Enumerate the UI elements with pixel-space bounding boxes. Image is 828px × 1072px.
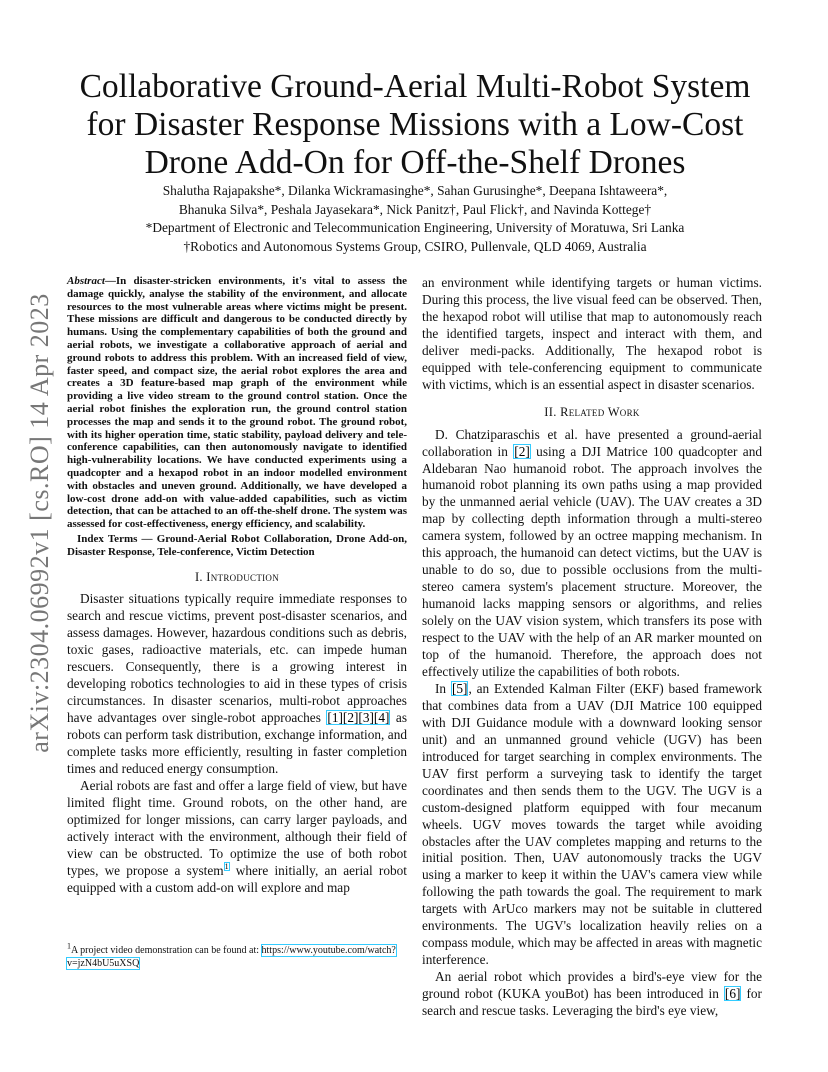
right-column <box>422 275 762 1020</box>
abstract-text: —In disaster-stricken environments, it's vital to assess the damage quickly, analyse the stability of the environment, and allocate resources to the most vulnerable areas where victims might be present. These missions are difficult and dangerous to be conducted directly by humans. Using the complementary capabilities of both the ground and aerial robots, we investigate a collaborative approach of aerial and ground robots to address this problem. With an increased field of view, faster speed, and compact size, the aerial robot explores the area and creates a 3D feature-based map graph of the environment while providing a live video stream to the ground control station. Once the aerial robot finishes the exploration run, the ground control station processes the map and sends it to the ground robot. The ground robot, with its higher operation time, static stability, payload delivery and tele-conference capabilities, can then autonomously navigate to identified high-vulnerability locations. We have conducted experiments using a quadcopter and a hexapod robot in an indoor modelled environment with obstacles and uneven ground. Additionally, we have developed a low-cost drone add-on with value-added capabilities, such as victim detection, that can be attached to an off-the-shelf drone. The system was assessed for cost-effectiveness, energy efficiency, and scalability. <box>67 275 407 531</box>
affiliation-2: †Robotics and Autonomous Systems Group, CSIRO, Pullenvale, QLD 4069, Australia <box>183 238 647 254</box>
intro-paragraph-2 <box>67 778 407 897</box>
footnote-marker[interactable]: 1 <box>224 862 229 872</box>
intro-p2-text: Aerial robots are fast and offer a large field of view, but have limited flight time. Ground robots, on the other hand, are optimized for longer missions, can carry larger payloads, and actively interact with the environment, although their field of view can be obstructed. To optimize the use of both robot types, we propose a system <box>67 777 407 878</box>
rw-p3-text-b: for search and rescue tasks. Leveraging the bird's eye view, <box>422 986 762 1019</box>
authors-line-2: Bhanuka Silva*, Peshala Jayasekara*, Nick Panitz†, Paul Flick†, and Navinda Kottege† <box>178 201 652 217</box>
arxiv-stamp-text: arXiv:2304.06992v1 [cs.RO] 14 Apr 2023 <box>25 293 54 753</box>
related-work-paragraph-3 <box>422 969 762 1020</box>
author-block <box>70 182 760 256</box>
affiliation-1: *Department of Electronic and Telecommunication Engineering, University of Moratuwa, Sri Lanka <box>145 220 685 235</box>
arxiv-stamp <box>20 288 60 758</box>
intro-paragraph-1 <box>67 591 407 777</box>
related-work-paragraph-1 <box>422 427 762 681</box>
intro-p1-end: as robots can perform task distribution, exchange information, and complete tasks more efficiently, resulting in faster completion times and reduced energy consumption. <box>67 710 408 777</box>
rw-p1-text-a: D. Chatziparaschis et al. have presented a ground-aerial collaboration in <box>422 426 762 459</box>
citation-link[interactable]: [5] <box>451 680 468 696</box>
video-link[interactable]: https://www.youtube.com/watch?v=jzN4bU5uXSQ <box>67 945 396 969</box>
footnote <box>67 941 412 970</box>
related-work-paragraph-2 <box>422 681 762 969</box>
left-column <box>67 275 407 897</box>
index-terms: Index Terms — Ground-Aerial Robot Collaboration, Drone Add-on, Disaster Response, Tele-conference, Victim Detection <box>67 532 407 558</box>
citation-link[interactable]: [1][2][3][4] <box>327 710 390 726</box>
section-heading-related-work: II. Related Work <box>544 404 640 419</box>
footnote-text: A project video demonstration can be found at: <box>71 945 262 956</box>
rw-p2-text-a: In <box>435 680 451 696</box>
abstract-label: Abstract <box>67 275 105 287</box>
citation-link[interactable]: [2] <box>514 443 530 459</box>
section-heading-introduction: I. Introduction <box>194 569 280 584</box>
paper-title: Collaborative Ground-Aerial Multi-Robot System for Disaster Response Missions with a Low-Cost Drone Add-On for Off-the-Shelf Drones <box>79 68 751 181</box>
footnote-number: 1 <box>67 941 71 951</box>
intro-p1-text: Disaster situations typically require immediate responses to search and rescue victims, prevent post-disaster scenarios, and assess damages. However, hazardous conditions such as debris, toxic gases, radioactive materials, etc. can impede human rescuers. Consequently, there is a growing interest in developing robotics technologies to aid in these types of crisis circumstances. In disaster scenarios, multi-robot approaches have advantages over single-robot approaches <box>67 591 407 726</box>
rw-p3-text-a: An aerial robot which provides a bird's-eye view for the ground robot (KUKA youBot) has been introduced in <box>422 969 762 1002</box>
citation-link[interactable]: [6] <box>724 986 741 1002</box>
authors-line-1: Shalutha Rajapakshe*, Dilanka Wickramasinghe*, Sahan Gurusinghe*, Deepana Ishtaweera*, <box>162 183 668 198</box>
intro-p2-end: where initially, an aerial robot equipped with a custom add-on will explore and map <box>67 862 407 895</box>
right-paragraph-1: an environment while identifying targets or human victims. During this process, the live visual feed can be observed. Then, the hexapod robot will utilise that map to autonomously reach the identified targets, inspect and interact with them, and deliver medi-packs. Additionally, The hexapod robot is equipped with tele-conferencing equipment to communicate with victims, which is an essential aspect in disaster scenarios. <box>422 275 762 392</box>
rw-p2-text-b: , an Extended Kalman Filter (EKF) based framework that combines data from a UAV (DJI Matrice 100 equipped with DJI Guidance module with a downward looking sensor unit) and an unmanned ground vehicle (UGV) has been introduced for target searching in complex environments. The UAV first perform a surveying task to identify the target coordinates and then sends them to the UGV. The UGV is a custom-designed platform equipped with four mecanum wheels. UGV moves towards the target while avoiding obstacles after the UAV completes mapping and returns to the initial position. Then, UAV autonomously tracks the UGV using a marker to keep it within the UAV's camera view while following the path towards the goal. The requirement to mark targets with ArUco markers may not be suitable in cluttered environments. The UGV's localization heavily relies on a compass module, which may be affected in areas with magnetic interference. <box>422 680 762 968</box>
rw-p1-text-b: using a DJI Matrice 100 quadcopter and Aldebaran Nao humanoid robot. The approach involves the humanoid robot planning its own paths using a map provided by the unmanned aerial vehicle (UAV). The UAV creates a 3D map by collecting depth information through a multi-stereo camera system, followed by an octree mapping mechanism. In this approach, the humanoid can detect victims, but the UAV is unable to do so, due to possible occlusions from the multi-stereo camera system's placement structure. Moreover, the humanoid lacks mapping sensors or algorithms, and relies solely on the UAV vision system, which transfers its pose with respect to the UAV with the help of an AR marker mounted on top of the humanoid. Therefore, the approach does not effectively utilize the capabilities of both robots. <box>422 443 762 679</box>
abstract <box>67 275 407 531</box>
